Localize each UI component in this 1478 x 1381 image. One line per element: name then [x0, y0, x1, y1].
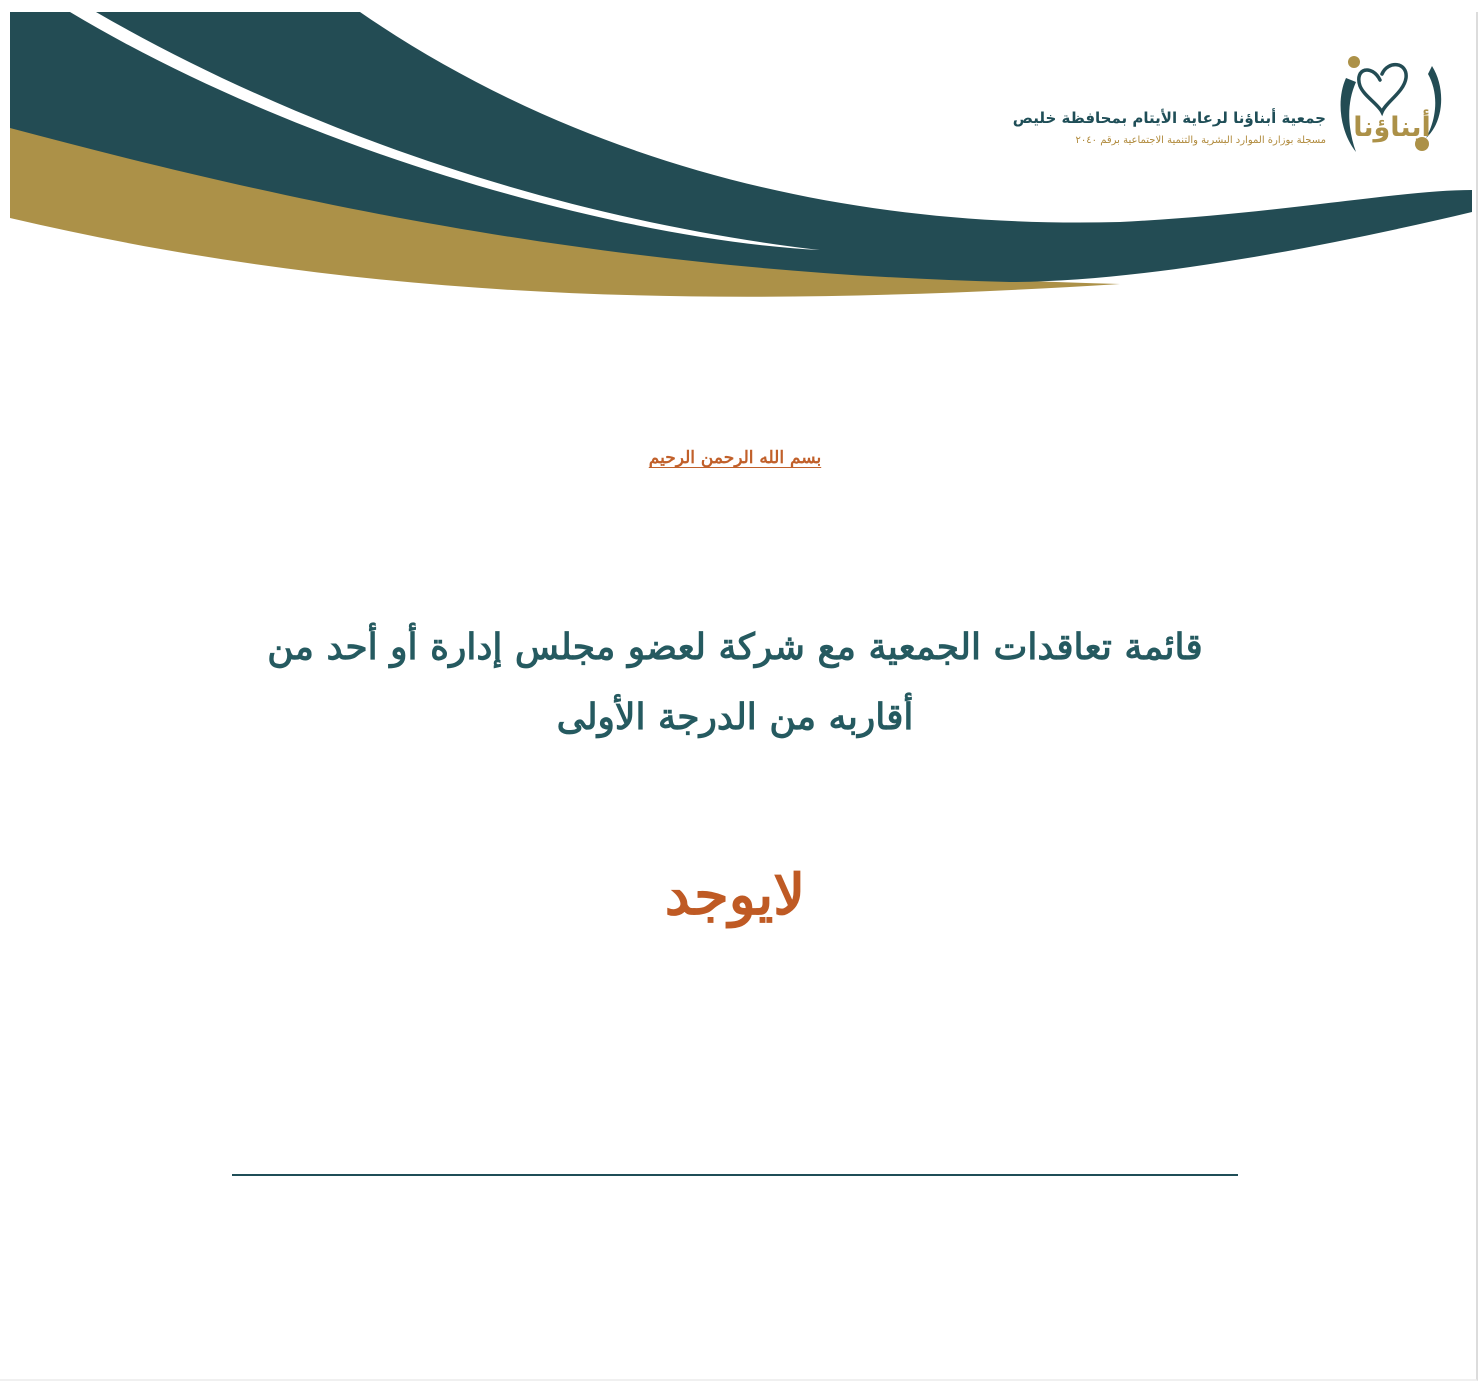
heart-swirl-logo-icon	[1334, 52, 1452, 162]
status-none-text: لايوجد	[664, 862, 806, 928]
basmala-heading: بسم الله الرحمن الرحيم	[648, 448, 822, 468]
title-line-2: أقاربه من الدرجة الأولى	[556, 696, 914, 738]
title-line-1: قائمة تعاقدات الجمعية مع شركة لعضو مجلس إدارة أو أحد من	[267, 626, 1203, 668]
logo-text: أبناؤنا	[1353, 112, 1431, 143]
header-wave-decoration	[0, 0, 1478, 320]
bottom-divider	[232, 1174, 1238, 1176]
organization-registration: مسجلة بوزارة الموارد البشرية والتنمية الاجتماعية برقم ٢٠٤٠	[1075, 135, 1326, 146]
organization-name: جمعية أبناؤنا لرعاية الأيتام بمحافظة خليص	[1012, 109, 1326, 127]
document-title	[232, 612, 1238, 752]
organization-header	[926, 106, 1326, 150]
